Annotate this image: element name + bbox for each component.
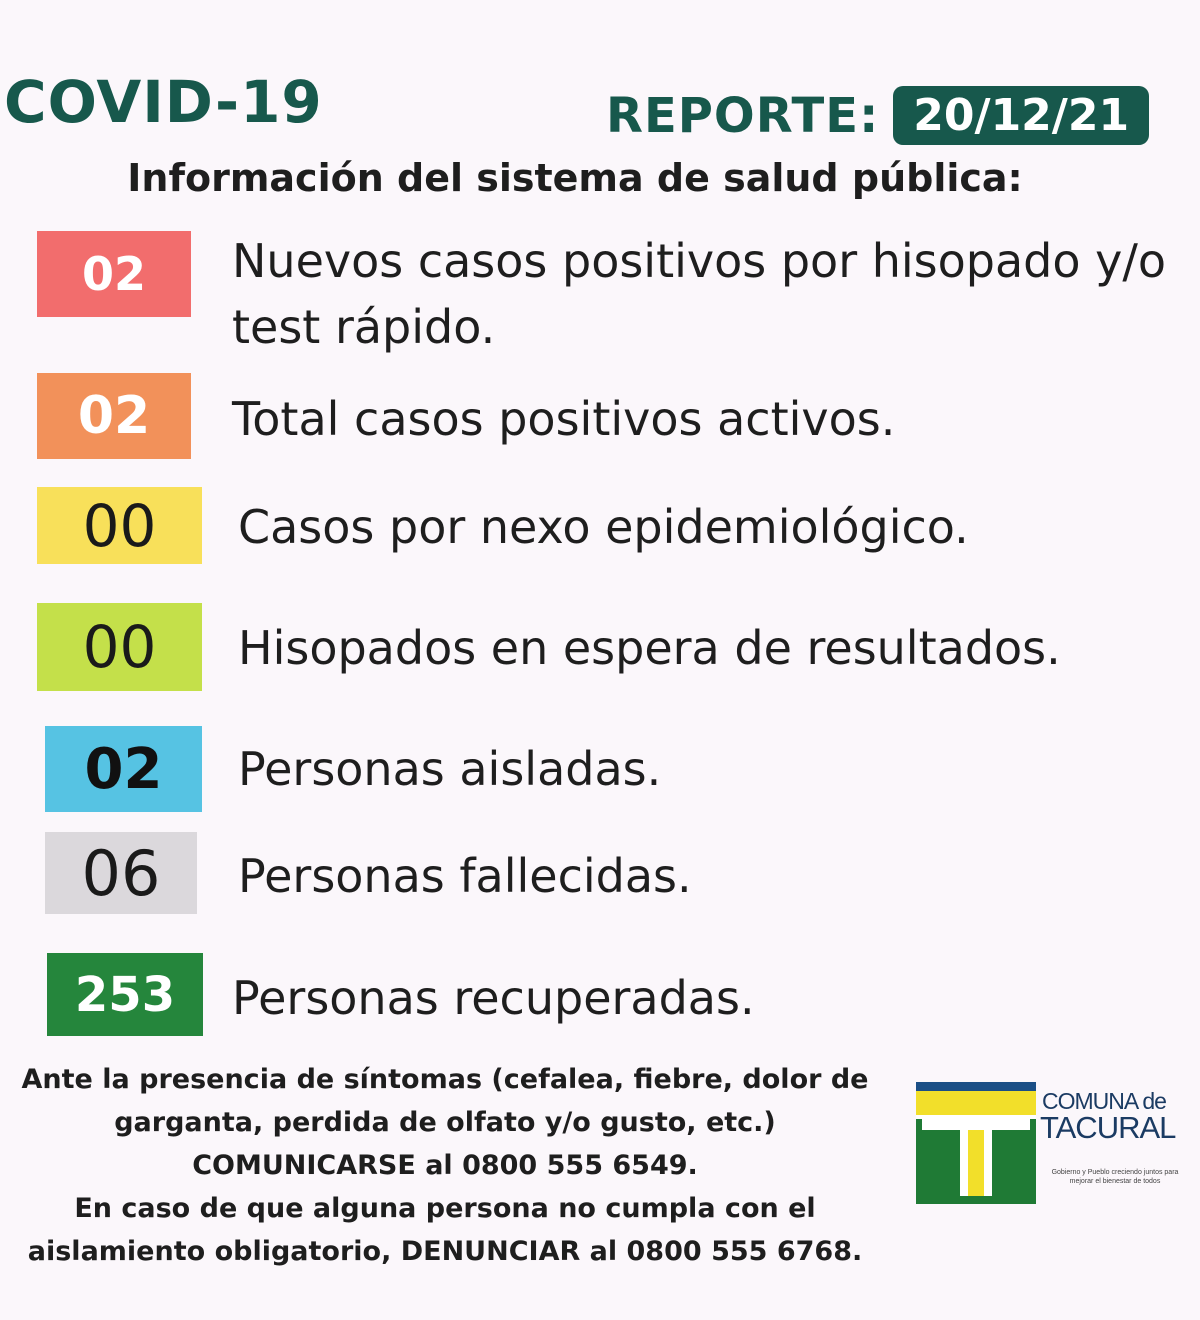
logo-name-line1: COMUNA de	[1042, 1088, 1166, 1114]
tacural-t-logo-icon	[916, 1082, 1036, 1204]
report-label: REPORTE:	[606, 87, 880, 144]
logo-tagline: Gobierno y Pueblo creciendo juntos para mejorar el bienestar de todos	[1051, 1169, 1179, 1185]
stat-active-cases-value: 02	[37, 373, 191, 459]
note-line-3: COMUNICARSE al 0800 555 6549.	[192, 1150, 698, 1181]
page-title: COVID-19	[4, 68, 323, 136]
stat-pending-swabs-value: 00	[37, 603, 202, 691]
stat-pending-swabs-label: Hisopados en espera de resultados.	[238, 621, 1061, 675]
note-line-2: garganta, perdida de olfato y/o gusto, etc.)	[114, 1107, 776, 1138]
stat-recovered-label: Personas recuperadas.	[232, 971, 755, 1025]
stat-active-cases-label: Total casos positivos activos.	[232, 392, 896, 446]
stat-recovered-value: 253	[47, 953, 203, 1036]
logo-name-line2: TACURAL	[1040, 1110, 1176, 1145]
stat-epi-link-value: 00	[37, 487, 202, 564]
report-date-badge: 20/12/21	[893, 86, 1149, 145]
stat-deceased-value: 06	[45, 832, 197, 914]
report-header	[606, 86, 1149, 145]
note-line-5: aislamiento obligatorio, DENUNCIAR al 0800 555 6768.	[27, 1236, 863, 1267]
stat-deceased-label: Personas fallecidas.	[238, 849, 692, 903]
comuna-tacural-logo	[916, 1082, 1188, 1204]
stat-epi-link-label: Casos por nexo epidemiológico.	[238, 500, 969, 554]
footer-note	[0, 1058, 890, 1273]
stat-isolated-label: Personas aisladas.	[238, 742, 662, 796]
stat-isolated-value: 02	[45, 726, 202, 812]
subtitle: Información del sistema de salud pública:	[127, 156, 1023, 200]
stat-new-cases-label-line1: Nuevos casos positivos por hisopado y/o	[232, 234, 1166, 288]
stat-new-cases-label-line2: test rápido.	[232, 300, 496, 354]
stat-new-cases-value: 02	[37, 231, 191, 317]
note-line-4: En caso de que alguna persona no cumpla con el	[74, 1193, 816, 1224]
note-line-1: Ante la presencia de síntomas (cefalea, fiebre, dolor de	[21, 1064, 869, 1095]
